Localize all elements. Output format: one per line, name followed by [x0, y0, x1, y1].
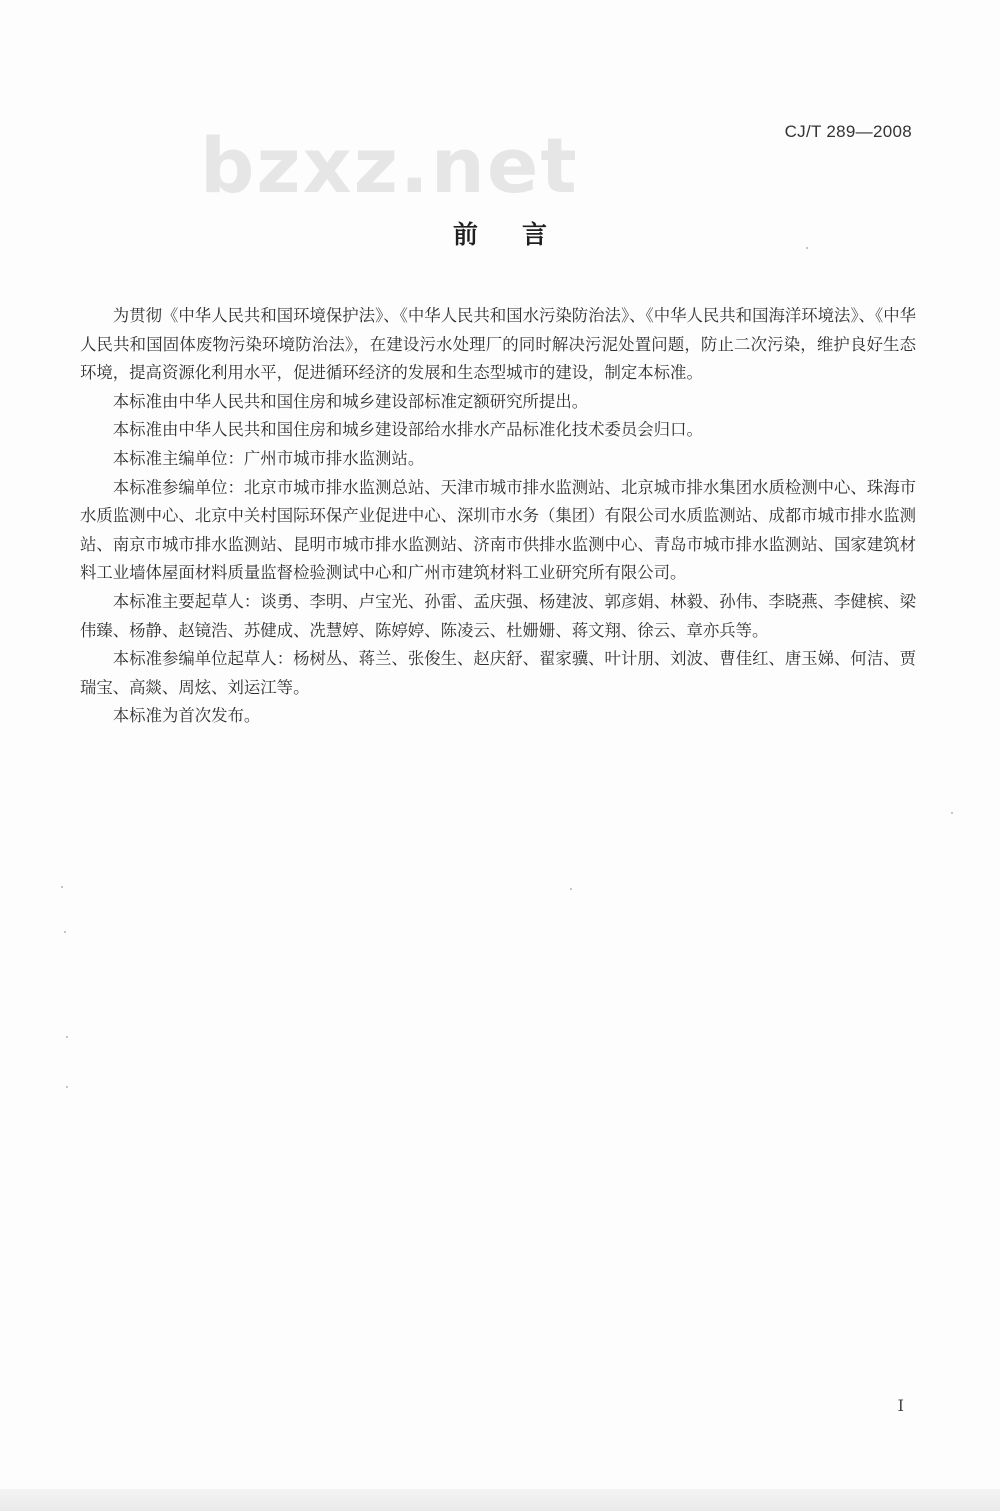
- foreword-body: [80, 302, 916, 731]
- paragraph-main-drafters: 本标准主要起草人：谈勇、李明、卢宝光、孙雷、孟庆强、杨建波、郭彦娟、林毅、孙伟、李晓燕、李健槟、梁伟臻、杨静、赵镜浩、苏健成、冼慧婷、陈婷婷、陈凌云、杜姗姗、蒋文翔、徐云、章亦兵等。: [80, 591, 916, 640]
- paragraph-participating-drafters: 本标准参编单位起草人：杨树丛、蒋兰、张俊生、赵庆舒、翟家骥、叶计朋、刘波、曹佳红、唐玉娣、何洁、贾瑞宝、高燚、周炫、刘运江等。: [80, 649, 916, 697]
- scan-speck: [570, 888, 572, 890]
- watermark: bzxz.net: [200, 121, 579, 210]
- paragraph-purpose: 为贯彻《中华人民共和国环境保护法》、《中华人民共和国水污染防治法》、《中华人民共和国海洋环境法》、《中华人民共和国固体废物污染环境防治法》，在建设污水处理厂的同时解决污泥处置问题，防止二次污染，维护良好生态环境，提高资源化利用水平，促进循环经济的发展和生态型城市的建设，制定本标准。: [80, 306, 916, 383]
- paragraph-chief-drafter-unit: 本标准主编单位：广州市城市排水监测站。: [112, 448, 425, 468]
- scan-speck: [61, 886, 63, 888]
- paragraph-proposer: 本标准由中华人民共和国住房和城乡建设部标准定额研究所提出。: [112, 391, 589, 411]
- scan-speck: [64, 931, 66, 933]
- scan-speck: [66, 1036, 68, 1038]
- scan-speck: [66, 1086, 68, 1088]
- scan-edge: [0, 1489, 1000, 1511]
- page-number: I: [897, 1396, 904, 1415]
- scan-speck: [951, 812, 953, 814]
- paragraph-first-release: 本标准为首次发布。: [112, 706, 261, 726]
- scan-speck: [806, 247, 808, 249]
- standard-code: CJ/T 289—2008: [784, 122, 912, 141]
- paragraph-participating-units: 本标准参编单位：北京市城市排水监测总站、天津市城市排水监测站、北京城市排水集团水质检测中心、珠海市水质监测中心、北京中关村国际环保产业促进中心、深圳市水务（集团）有限公司水质监测站、成都市城市排水监测站、南京市城市排水监测站、昆明市城市排水监测站、济南市供排水监测中心、青岛市城市排水监测站、国家建筑材料工业墙体屋面材料质量监督检验测试中心和广州市建筑材料工业研究所有限公司。: [80, 477, 916, 583]
- page-title: 前言: [452, 220, 591, 249]
- paragraph-committee: 本标准由中华人民共和国住房和城乡建设部给水排水产品标准化技术委员会归口。: [112, 420, 703, 440]
